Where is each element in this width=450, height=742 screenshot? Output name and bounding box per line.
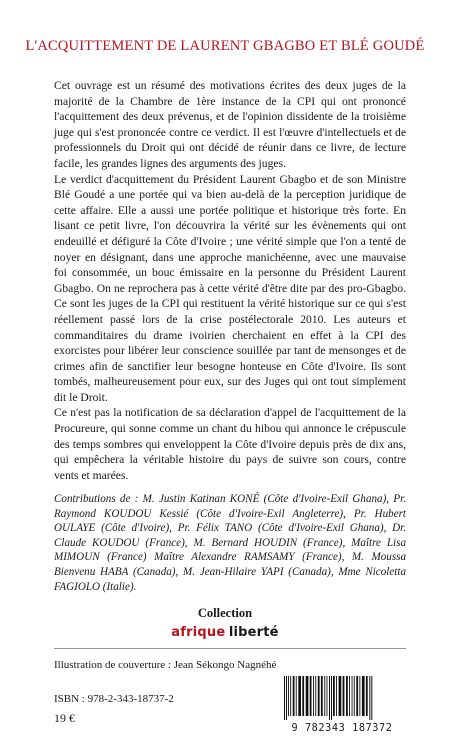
barcode-bar — [286, 676, 287, 720]
barcode-bar — [329, 676, 330, 720]
barcode-bar — [336, 676, 337, 716]
barcode-bar — [369, 676, 370, 720]
collection-logo — [0, 624, 450, 640]
barcode-bar — [324, 676, 325, 716]
back-cover-text — [54, 78, 406, 483]
barcode-bar — [349, 676, 350, 716]
cover-illustration-credit: Illustration de couverture : Jean Sékongo Nagnéhé — [54, 659, 277, 671]
barcode-bar — [359, 676, 360, 716]
barcode-bar — [302, 676, 304, 716]
barcode-bar — [362, 676, 365, 716]
paragraph-3: Ce n'est pas la notification de sa déclaration d'appel de l'acquittement de la Procureure, qui sonne comme un chant du hibou qui annonce le crépuscule des temps sombres qui enveloppent la Côte d'Ivoire depuis près de dix ans, qui empêchera la véritable histoire du pays de suivre son cours, contre vents et marées. — [54, 406, 406, 482]
price: 19 € — [54, 711, 75, 725]
barcode-bar — [315, 676, 316, 716]
barcode — [278, 676, 406, 734]
barcode-bar — [356, 676, 358, 716]
barcode-digits: 9 782343 187372 — [291, 723, 393, 734]
barcode-bar — [318, 676, 320, 716]
divider — [54, 648, 406, 649]
barcode-bar — [288, 676, 289, 716]
barcode-bar — [298, 676, 301, 716]
barcode-bar — [366, 676, 368, 716]
barcode-bar — [371, 676, 372, 720]
barcode-bar — [296, 676, 297, 716]
paragraph-2: Le verdict d'acquittement du Président Laurent Gbagbo et de son Ministre Blé Goudé a une portée qui va bien au-delà de la perception juridique de cette affaire. Elle a aussi une portée politique et historique très forte. En lisant ce petit livre, l'on découvrira la vérité sur les évènements qui ont endeuillé et défiguré la Côte d'Ivoire ; une vérité simple que l'on a tenté de noyer en désignant, dans une approche manichéenne, avec une mauvaise foi consommée, un bouc émissaire en la personne du Président Laurent Gbagbo. On ne reprochera pas à cette vérité d'être dite par des pro-Gbagbo. Ce sont les juges de la CPI qui restituent la vérité historique sur ce qui s'est réellement passé lors de la crise postélectorale 2010. Les auteurs et commanditaires du drame ivoirien cherchaient en effet à la CPI des exorcistes pour libérer leur conscience souillée par tant de mensonges et de crimes afin de sanctifier leur besogne honteuse en Côte d'Ivoire. Ils sont tombés, malheureusement pour eux, sur des Juges qui ont tout simplement dit le Droit. — [54, 172, 406, 404]
barcode-bar — [284, 676, 285, 720]
paragraph-1: Cet ouvrage est un résumé des motivations écrites des deux juges de la majorité de la Chambre de 1ère instance de la CPI qui ont prononcé l'acquittement des deux prévenus, et de l'opinion dissidente de la troisième juge qui s'est prononcée contre ce verdict. Il est l'œuvre d'intellectuels et de professionnels du Droit qui ont décidé de réunir dans ce livre, de lecture facile, les grandes lignes des arguments des juges. — [54, 79, 406, 170]
contributors-list: Contributions de : M. Justin Katinan KONÉ (Côte d'Ivoire-Exil Ghana), Pr. Raymond KOUDOU Kessié (Côte d'Ivoire-Exil Angleterre), Pr. Hubert OULAYE (Côte d'Ivoire), Pr. Félix TANO (Côte d'Ivoire-Exil Ghana), Dr. Claude KOUDOU (France), M. Bernard HOUDIN (France), Maître Lisa MIMOUN (France) Maître Alexandre RAMSAMY (France), M. Moussa Bienvenu HABA (Canada), M. Jean-Hilaire YAPI (Canada), Mme Nicoletta FAGIOLO (Italie). — [54, 493, 406, 593]
barcode-bar — [343, 676, 345, 716]
collection-label: Collection — [197, 606, 253, 620]
collection-logo-part2: liberté — [228, 625, 279, 640]
barcode-bar — [327, 676, 328, 716]
barcode-bars — [278, 676, 406, 720]
book-title: L'ACQUITTEMENT DE LAURENT GBAGBO ET BLÉ GOUDÉ — [25, 38, 425, 54]
barcode-bar — [354, 676, 355, 716]
barcode-bar — [333, 676, 335, 716]
barcode-bar — [346, 676, 348, 716]
collection-block — [0, 606, 450, 640]
barcode-bar — [321, 676, 323, 716]
barcode-bar — [313, 676, 314, 716]
barcode-bar — [306, 676, 309, 716]
barcode-bar — [352, 676, 353, 716]
barcode-bar — [339, 676, 342, 716]
barcode-bar — [331, 676, 332, 720]
isbn: ISBN : 978-2-343-18737-2 — [54, 693, 174, 705]
barcode-bar — [293, 676, 295, 716]
barcode-bar — [310, 676, 312, 716]
barcode-bar — [290, 676, 291, 716]
collection-logo-part1: afrique — [171, 625, 226, 640]
